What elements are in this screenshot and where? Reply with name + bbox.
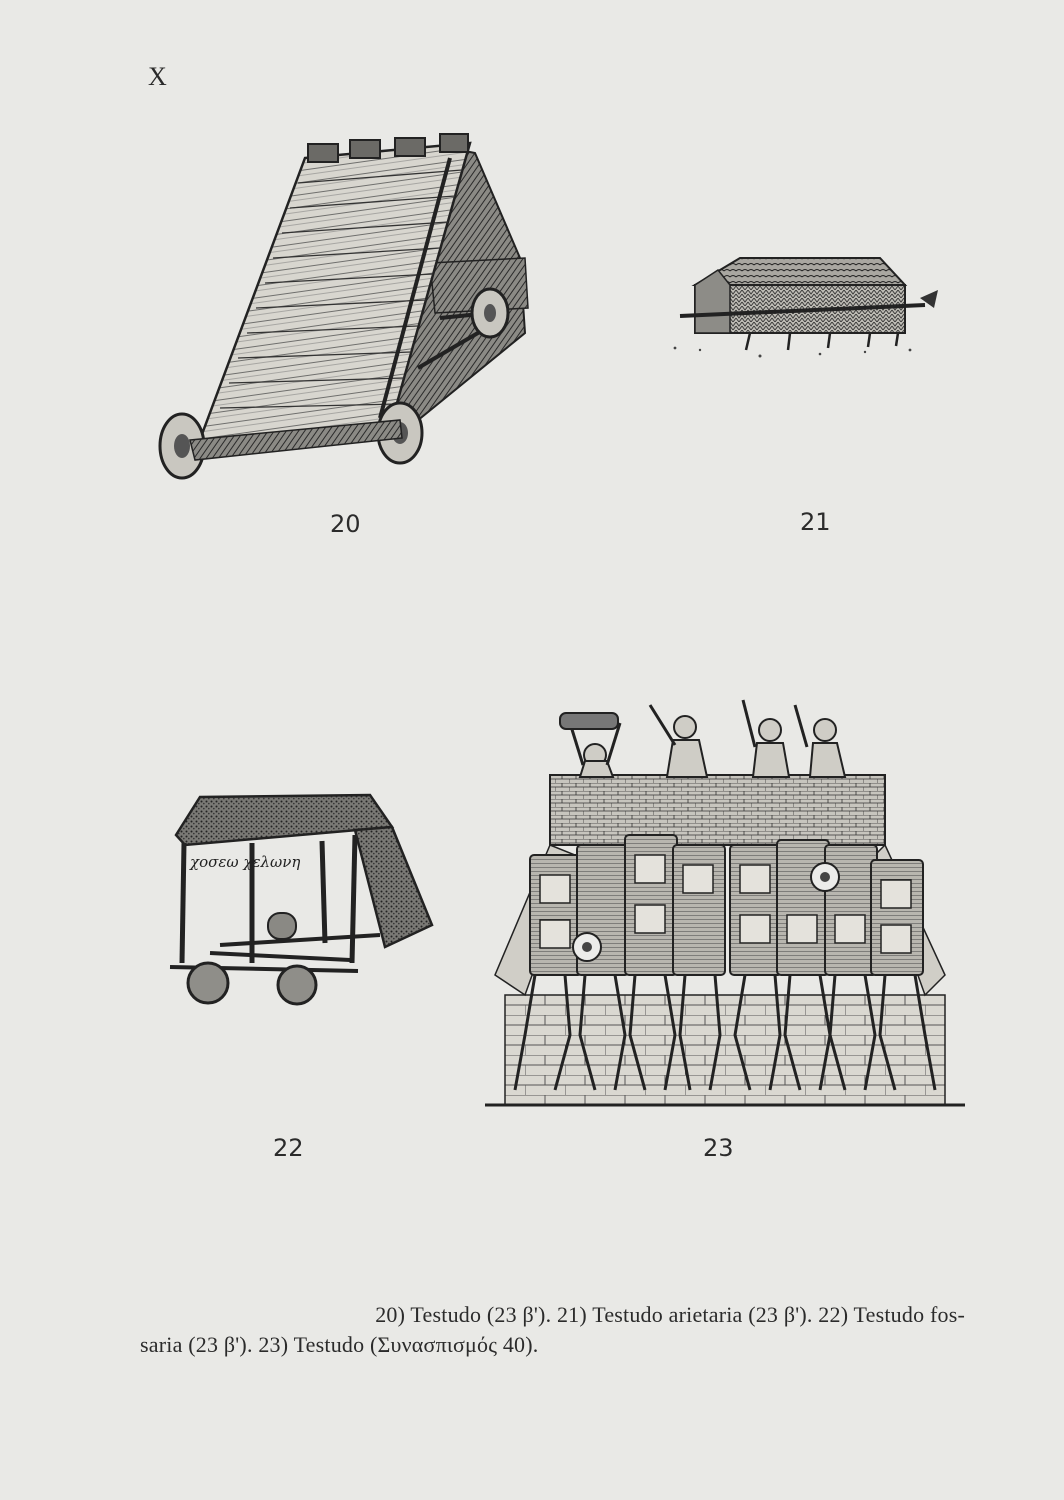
figure-22-illustration bbox=[160, 785, 440, 1010]
figure-23-illustration bbox=[485, 695, 965, 1115]
figure-20-illustration bbox=[150, 128, 540, 488]
figure-21-number: 21 bbox=[800, 508, 831, 536]
figure-23-number: 23 bbox=[703, 1134, 734, 1162]
caption-line-1: 20) Testudo (23 β'). 21) Testudo arietaria (23 β'). 22) Testudo fos- bbox=[375, 1302, 965, 1327]
page-marker: X bbox=[148, 62, 167, 91]
figure-21-illustration bbox=[670, 250, 955, 370]
figure-22-inscription: χοσεω χελωνη bbox=[190, 853, 301, 871]
figure-caption bbox=[140, 1300, 965, 1360]
caption-line-2: saria (23 β'). 23) Testudo (Συνασπισμός 40). bbox=[140, 1332, 539, 1357]
figure-22-number: 22 bbox=[273, 1134, 304, 1162]
figure-20-number: 20 bbox=[330, 510, 361, 538]
